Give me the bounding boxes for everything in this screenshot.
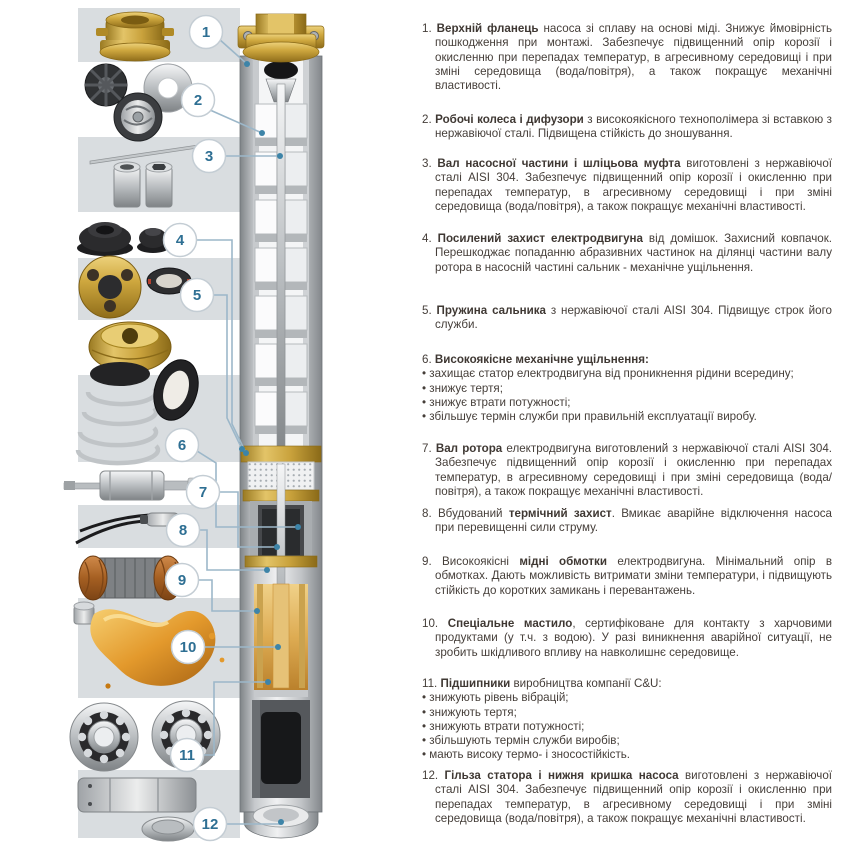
description-text: 2. Робочі колеса і дифузори з високоякісного технополімера зі вставкою з нержавіючої сталі. Підвищена стійкість до зношування. xyxy=(422,113,832,141)
part-photo-rotor-shaft xyxy=(64,471,199,500)
leader-dot xyxy=(265,679,271,685)
callout-number: 12 xyxy=(201,816,219,834)
description-text: 5. Пружина сальника з нержавіючої сталі AISI 304. Підвищує строк його служби. xyxy=(422,304,833,332)
description-item-4 xyxy=(422,232,832,275)
description-text: 10. Спеціальне мастило, сертифіковане для контакту з харчовими продуктами (у т.ч. з водою). У разі виникнення аварійної ситуації, не зробить шкідливого впливу на навколишнє середовище. xyxy=(422,617,833,659)
description-number: 1. xyxy=(422,22,437,35)
description-text: 7. Вал ротора електродвигуна виготовлений з нержавіючої сталі AISI 304. Забезпечує підвищенний опір корозії і окисленню при перепадах температур, в агресивному середовищі і при зміні середовища (вода/повітря), а також покращує механічні властивості. xyxy=(422,442,833,498)
description-number: 10. xyxy=(422,617,448,630)
callout-number: 10 xyxy=(179,639,197,657)
leader-dot xyxy=(264,567,270,573)
description-item-11 xyxy=(422,677,832,763)
description-item-8 xyxy=(422,507,832,536)
description-item-1 xyxy=(422,22,832,93)
description-item-7 xyxy=(422,442,832,499)
description-item-9 xyxy=(422,555,832,598)
description-bullet: • знижують тертя; xyxy=(422,705,517,719)
description-number: 5. xyxy=(422,304,437,317)
leader-dot xyxy=(277,153,283,159)
description-bullet: • захищає статор електродвигуна від проникнення рідини всередину; xyxy=(422,367,794,381)
callout-number: 9 xyxy=(177,572,187,590)
leader-dot xyxy=(295,524,301,530)
part-photo-protection-caps xyxy=(77,222,169,256)
callout-number: 1 xyxy=(201,24,211,42)
description-bullet: • збільшує термін служби при правильній експлуатації виробу. xyxy=(422,410,757,424)
leader-dot xyxy=(278,819,284,825)
description-number: 12. xyxy=(422,769,445,782)
description-text: 3. Вал насосної частини і шліцьова муфта виготовлені з нержавіючої сталі AISI 304. Забезпечує підвищенний опір корозії і окисленню при перепадах температур, в агресивному середовищі і при зміні середовища (вода/повітря), а також покращує механічні властивості. xyxy=(422,157,832,213)
leader-dot xyxy=(259,130,265,136)
description-bullet: • збільшують термін служби виробів; xyxy=(422,734,620,748)
leader-dot xyxy=(239,446,245,452)
part-photo-impellers-diffusers xyxy=(85,64,192,141)
description-text: 11. Підшипники виробництва компанії C&U: xyxy=(422,677,662,690)
description-text: 4. Посилений захист електродвигуна від домішок. Захисний ковпачок. Перешкоджає попаданню абразивних частинок на ділянці частини валу ротора в насосній частині сальник - механічне ущільнення. xyxy=(422,232,833,274)
callout-number: 8 xyxy=(178,522,188,540)
callout-number: 6 xyxy=(177,437,187,455)
description-number: 7. xyxy=(422,442,436,455)
pump-cross-section xyxy=(238,14,324,838)
description-bullet: • знижує втрати потужності; xyxy=(422,395,571,409)
descriptions-column xyxy=(422,0,833,850)
description-number: 2. xyxy=(422,113,436,126)
callout-number: 11 xyxy=(179,747,195,765)
description-text: 6. Високоякісне механічне ущільнення: xyxy=(422,353,649,366)
description-bullet: • мають високу термо- і зносостійкість. xyxy=(422,748,631,762)
description-item-2 xyxy=(422,113,832,142)
description-text: 9. Високоякісні мідні обмотки електродвигуна. Мінімальний опір в обмотках. Дають можливість витримати зміни температури, і підвищують стійкість до коротких замикань і перевантажень. xyxy=(422,555,833,597)
description-number: 4. xyxy=(422,232,438,245)
description-number: 8. xyxy=(422,507,438,520)
leader-dot xyxy=(244,61,250,67)
description-number: 6. xyxy=(422,353,435,366)
description-item-5 xyxy=(422,304,832,333)
callout-number: 3 xyxy=(204,148,214,166)
callout-number: 2 xyxy=(193,92,203,110)
callout-number: 5 xyxy=(192,287,202,305)
description-text: 8. Вбудований термічний захист. Вмикає аварійне відключення насоса при перевищенні сили струму. xyxy=(422,507,833,535)
leader-dot xyxy=(275,644,281,650)
description-item-10 xyxy=(422,617,832,660)
leader-dot xyxy=(274,544,280,550)
description-item-6 xyxy=(422,353,832,424)
callout-number: 4 xyxy=(175,232,185,250)
description-bullet: • знижують рівень вібрацій; xyxy=(422,691,569,705)
part-photo-upper-flange xyxy=(96,12,174,61)
leader-dot xyxy=(254,608,260,614)
description-number: 11. xyxy=(422,677,441,690)
description-bullet: • знижують втрати потужності; xyxy=(422,719,585,733)
pump-top-flange xyxy=(238,14,324,62)
description-item-12 xyxy=(422,769,832,826)
description-text: 12. Гільза статора і нижня кришка насоса виготовлені з нержавіючої сталі AISI 304. Забезпечує підвищенний опір корозії і окисленню при перепадах температур, в агресивному середовищі і при зміні середовища (вода/повітря), а також покращує механічні властивості. xyxy=(422,769,832,825)
description-bullet: • знижує тертя; xyxy=(422,381,503,395)
description-text: 1. Верхній фланець насоса зі сплаву на основі міді. Знижує ймовірність пошкодження при монтажі. Забезпечує підвищенний опір корозії і окисленню при перепадах температур, в агресивному середовищі і при зміні середовища (вода/повітря), а також покращує механічні властивості. xyxy=(422,22,833,93)
description-number: 3. xyxy=(422,157,438,170)
callout-number: 7 xyxy=(198,484,208,502)
description-item-3 xyxy=(422,157,832,214)
description-number: 9. xyxy=(422,555,443,568)
